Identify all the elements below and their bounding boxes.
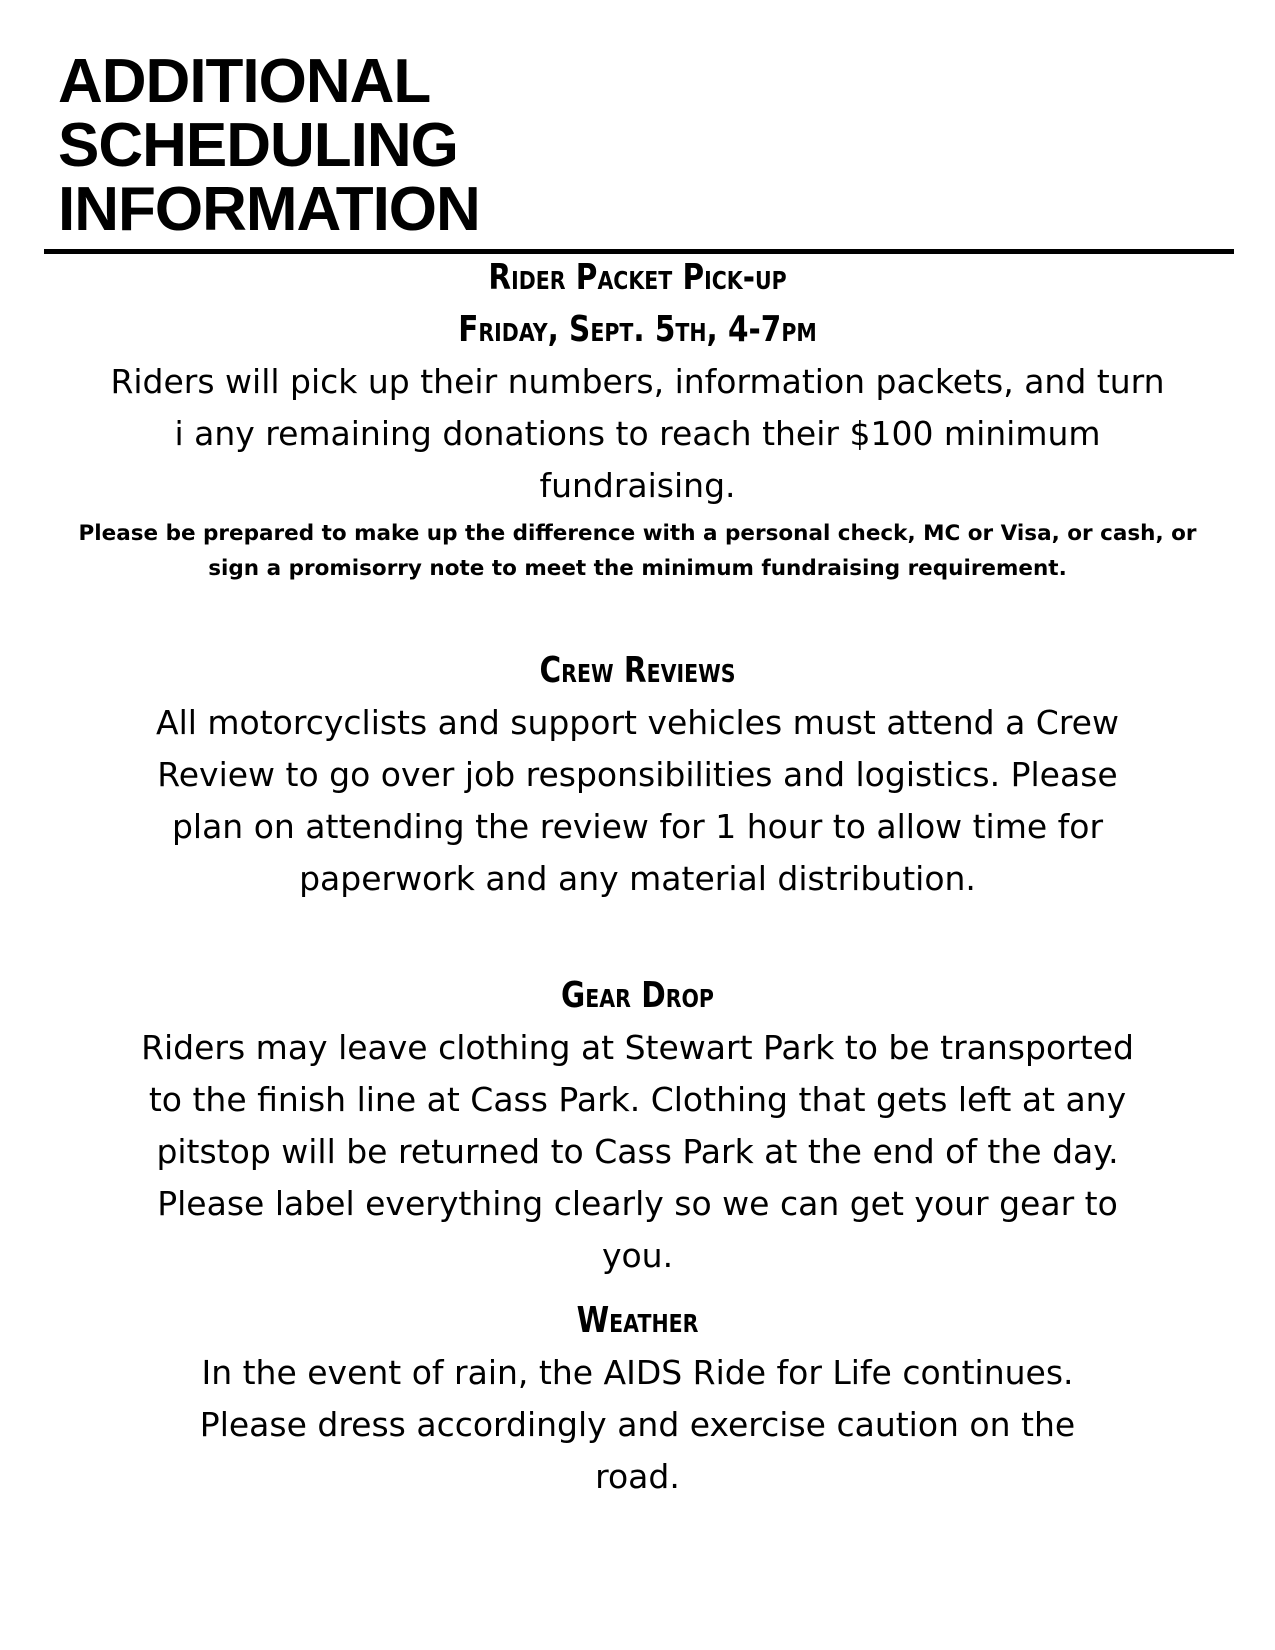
page-title: [58, 47, 480, 244]
gear-drop-section: [0, 970, 1275, 1282]
crew-reviews-section: [0, 645, 1275, 905]
weather-body: In the event of rain, the AIDS Ride for Life continues. Please dress accordingly and exercise caution on the road.: [199, 1353, 1076, 1496]
packet-pickup-body: Riders will pick up their numbers, information packets, and turn i any remaining donations to reach their $100 minimum fundraising.: [110, 362, 1165, 505]
packet-pickup-heading: Rider Packet Pick-up: [488, 257, 787, 298]
weather-heading: Weather: [576, 1300, 699, 1341]
crew-reviews-heading: Crew Reviews: [539, 650, 736, 691]
page-title-line-3: INFORMATION: [58, 175, 480, 244]
packet-pickup-date: Friday, Sept. 5th, 4-7pm: [458, 309, 817, 350]
gear-drop-heading: Gear Drop: [561, 975, 714, 1016]
packet-pickup-section: [0, 252, 1275, 586]
crew-reviews-body: All motorcyclists and support vehicles must attend a Crew Review to go over job responsibilities and logistics. Please plan on attending the review for 1 hour to allow time for paperwork and any material distribution.: [156, 703, 1119, 898]
fundraising-note: Please be prepared to make up the difference with a personal check, MC or Visa, or cash, or sign a promisorry note to meet the minimum fundraising requirement.: [78, 521, 1197, 581]
page-title-line-2: SCHEDULING: [58, 111, 458, 180]
gear-drop-body: Riders may leave clothing at Stewart Park to be transported to the finish line at Cass Park. Clothing that gets left at any pitstop will be returned to Cass Park at the end of the day. Please label everything clearly so we can get your gear to you.: [141, 1028, 1134, 1275]
page-title-line-1: ADDITIONAL: [58, 47, 431, 116]
weather-section: [0, 1295, 1275, 1503]
